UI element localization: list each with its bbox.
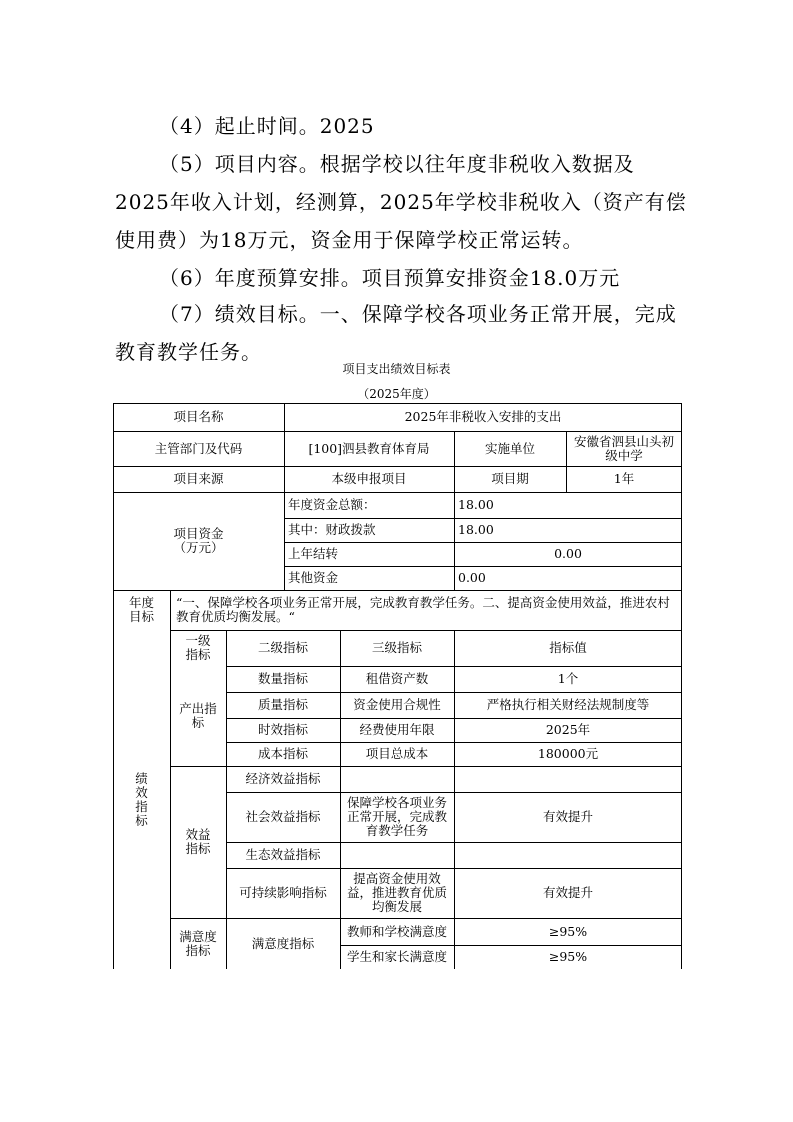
- header-level1: 一级指标: [185, 633, 211, 662]
- dept-value: [100]泗县教育体育局: [308, 440, 430, 456]
- table-row-l3: 资金使用合规性: [353, 697, 441, 712]
- impl-value: 安徽省泗县山头初级中学: [573, 433, 674, 463]
- source-label: 项目来源: [173, 471, 224, 486]
- table-title: 项目支出绩效目标表: [342, 362, 451, 376]
- period-value: 1年: [613, 471, 635, 486]
- table-row-l2: 生态效益指标: [245, 847, 321, 862]
- project-name-label: 项目名称: [173, 409, 224, 424]
- funds-carry-label: 上年结转: [288, 546, 339, 561]
- funds-total-label: 年度资金总额：: [288, 497, 376, 512]
- dept-label: 主管部门及代码: [154, 440, 243, 456]
- table-row-l3: 学生和家长满意度: [346, 949, 447, 964]
- funds-fiscal-value: 18.00: [458, 522, 494, 537]
- funds-carry-value: 0.00: [554, 546, 582, 561]
- funds-total-value: 18.00: [458, 497, 494, 512]
- paragraph-content: [115, 145, 687, 259]
- table-row-l3: 保障学校各项业务正常开展，完成教育教学任务: [346, 795, 447, 838]
- table-row-value: 有效提升: [542, 885, 593, 900]
- performance-table: [113, 403, 682, 969]
- paragraph-content-line3: 使用费）为18万元，资金用于保障学校正常运转。: [115, 228, 584, 252]
- paragraph-period: （4）起止时间。2025: [159, 114, 375, 138]
- table-row-l2: 质量指标: [257, 697, 308, 712]
- table-row-l2: 成本指标: [257, 746, 308, 761]
- table-row-l2: 满意度指标: [251, 935, 315, 951]
- table-row-l3: 提高资金使用效益，推进教育优质均衡发展: [346, 871, 447, 914]
- table-row-l2: 数量指标: [257, 671, 308, 686]
- table-row-value: ≥95%: [548, 923, 588, 939]
- table-row-l2: 社会效益指标: [245, 809, 321, 824]
- funds-other-label: 其他资金: [288, 570, 339, 585]
- table-subtitle: （2025年度）: [357, 387, 436, 401]
- paragraph-content-line2: 2025年收入计划，经测算，2025年学校非税收入（资产有偿: [115, 190, 687, 214]
- table-row-l3: 经费使用年限: [359, 722, 435, 737]
- impl-label: 实施单位: [484, 440, 535, 456]
- table-row-l2: 可持续影响指标: [239, 885, 327, 900]
- table-row-l3: 租借资产数: [365, 671, 429, 686]
- paragraph-goal-line1: （7）绩效目标。一、保障学校各项业务正常开展，完成: [159, 302, 677, 326]
- funds-fiscal-label: 其中：财政拨款: [288, 522, 376, 537]
- table-row-l3: 项目总成本: [365, 746, 429, 761]
- table-row-value: 2025年: [545, 722, 591, 737]
- paragraph-goal-line2: 教育教学任务。: [115, 340, 262, 364]
- table-row-l3: 教师和学校满意度: [346, 923, 447, 939]
- header-value: 指标值: [549, 640, 587, 655]
- header-level3: 三级指标: [371, 640, 422, 655]
- table-row-value: 180000元: [537, 746, 599, 761]
- table-row-l2: 经济效益指标: [245, 771, 321, 786]
- table-row-value: 有效提升: [542, 809, 593, 824]
- paragraph-budget: （6）年度预算安排。项目预算安排资金18.0万元: [159, 266, 621, 290]
- satisfaction-label: 满意度指标: [179, 928, 217, 958]
- project-name-value: 2025年非税收入安排的支出: [404, 409, 562, 424]
- table-row-value: 严格执行相关财经法规制度等: [486, 697, 650, 712]
- output-label: 产出指标: [179, 701, 217, 730]
- table-row-l2: 时效指标: [257, 722, 308, 737]
- source-value: 本级申报项目: [331, 471, 407, 486]
- funds-other-value: 0.00: [458, 570, 486, 585]
- table-row-value: 1个: [557, 671, 579, 686]
- benefit-label: 效益指标: [185, 827, 211, 856]
- goal-value: “一、保障学校各项业务正常开展，完成教育教学任务。二、提高资金使用效益，推进农村教育优质均衡发展。“: [176, 595, 670, 624]
- perf-label: 绩效指标: [135, 770, 148, 828]
- paragraph-content-line1: （5）项目内容。根据学校以往年度非税收入数据及: [159, 152, 635, 176]
- table-row-value: ≥95%: [548, 949, 588, 964]
- funds-label: 项目资金 （万元）: [173, 526, 224, 555]
- goal-label: 年度目标: [128, 595, 154, 624]
- header-level2: 二级指标: [257, 640, 308, 655]
- period-label: 项目期: [491, 471, 529, 486]
